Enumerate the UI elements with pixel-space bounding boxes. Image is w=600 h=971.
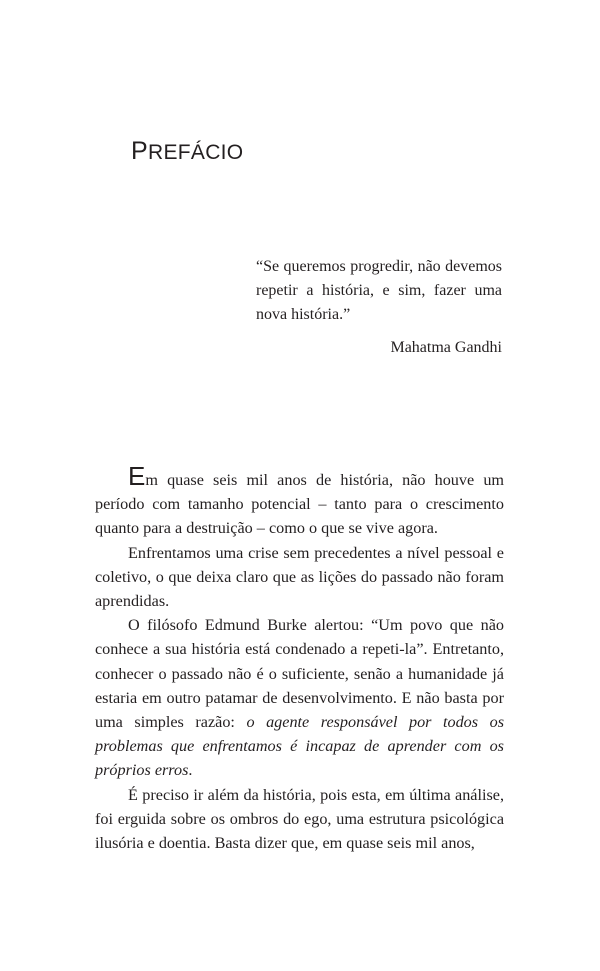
paragraph-1	[95, 461, 504, 541]
page-title-initial: P	[131, 137, 148, 165]
paragraph-3	[95, 613, 504, 782]
paragraph-3-text: O filósofo Edmund Burke alertou: “Um povo que não conhece a sua história está condenado a repeti-la”. Entretanto, conhecer o passado não é o suficiente, senão a humanidade já estaria em outro patamar de desenvolvimento. E não basta por uma simples razão:	[95, 616, 504, 732]
drop-cap: E	[128, 461, 146, 491]
paragraph-1-text: m quase seis mil anos de história, não houve um período com tamanho potencial – tanto para o crescimento quanto para a destruição – como o que se vive agora.	[95, 471, 504, 538]
paragraph-3-emphasis: o agente responsável por todos os problemas que enfrentamos é incapaz de aprender com os próprios erros	[95, 713, 504, 780]
page-title-rest: REFÁCIO	[147, 141, 244, 164]
paragraph-2: Enfrentamos uma crise sem precedentes a nível pessoal e coletivo, o que deixa claro que as lições do passado não foram aprendidas.	[95, 543, 504, 611]
paragraph-4: É preciso ir além da história, pois esta, em última análise, foi erguida sobre os ombros do ego, uma estrutura psicológica ilusória e doentia. Basta dizer que, em quase seis mil anos,	[95, 785, 504, 853]
epigraph-author: Mahatma Gandhi	[390, 339, 502, 356]
epigraph-quote: “Se queremos progredir, não devemos repetir a história, e sim, fazer uma nova história.”	[256, 258, 502, 323]
paragraph-3-end: .	[188, 761, 193, 780]
body-text	[95, 461, 504, 855]
page-title	[131, 136, 243, 166]
